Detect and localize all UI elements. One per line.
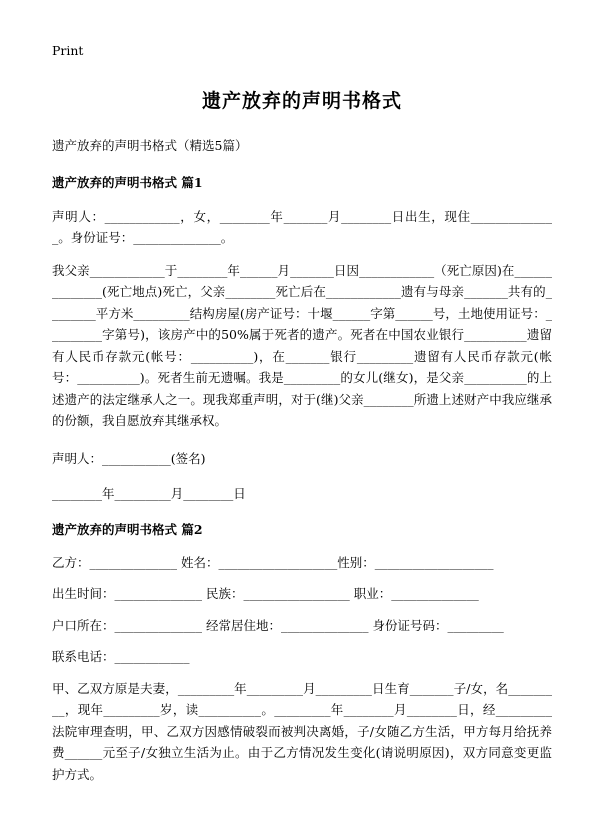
doc-subtitle: 遗产放弃的声明书格式（精选5篇） — [52, 138, 248, 153]
print-link[interactable]: Print — [52, 43, 84, 58]
section-2-form-line-birth: 出生时间：______________ 民族：_________________ 职业：______________ — [52, 586, 479, 602]
section-1-signature-line: 声明人：___________(签名) — [52, 450, 206, 466]
section-1-paragraph-body: 我父亲____________于________年______月_______日因____________（死亡原因)在______________(死亡地点)死亡，父亲________死亡后在____________遗有与母亲_______共有的________平方米_________结构房屋(房产证号：十堰______字第______号，土地使用证号：_________字第号)，该房产中的50%属于死者的遗产。死者在中国农业银行__________遗留有人民币存款元(帐号：__________)，在_______银行_________遗留有人民币存款元(帐号：__________)。死者生前无遗嘱。我是_________的女儿(继女)，是父亲__________的上述遗产的法定继承人之一。现我郑重声明，对于(继)父亲________所遗上述财产中我应继承的份额，我自愿放弃其继承权。 — [52, 262, 552, 428]
page-title: 遗产放弃的声明书格式 — [201, 90, 402, 112]
section-1-date-line: ________年_________月________日 — [52, 486, 246, 501]
section-2-form-line-phone: 联系电话：____________ — [52, 649, 190, 665]
section-2-heading: 遗产放弃的声明书格式 篇2 — [52, 521, 203, 537]
section-2-form-line-party: 乙方：______________ 姓名：___________________性别：___________________ — [52, 554, 494, 570]
section-2-paragraph-body: 甲、乙双方原是夫妻，_________年_________月_________日生育_______子/女，名_________，现年_________岁，读__________。_________年________月________日，经_________法院审理查明，甲、乙双方因感情破裂而被判决离婚，子/女随乙方生活，甲方每月给抚养费______元至子/女独立生活为止。由于乙方情况发生变化(请说明原因)，双方同意变更监护方式。 — [52, 680, 552, 782]
section-1-heading: 遗产放弃的声明书格式 篇1 — [52, 175, 203, 191]
section-1-paragraph-declarant: 声明人：____________，女，________年_______月________日出生，现住______________。身份证号：______________。 — [52, 208, 552, 245]
section-2-form-line-residence: 户口所在：______________ 经常居住地：______________ 身份证号码：_________ — [52, 617, 504, 633]
